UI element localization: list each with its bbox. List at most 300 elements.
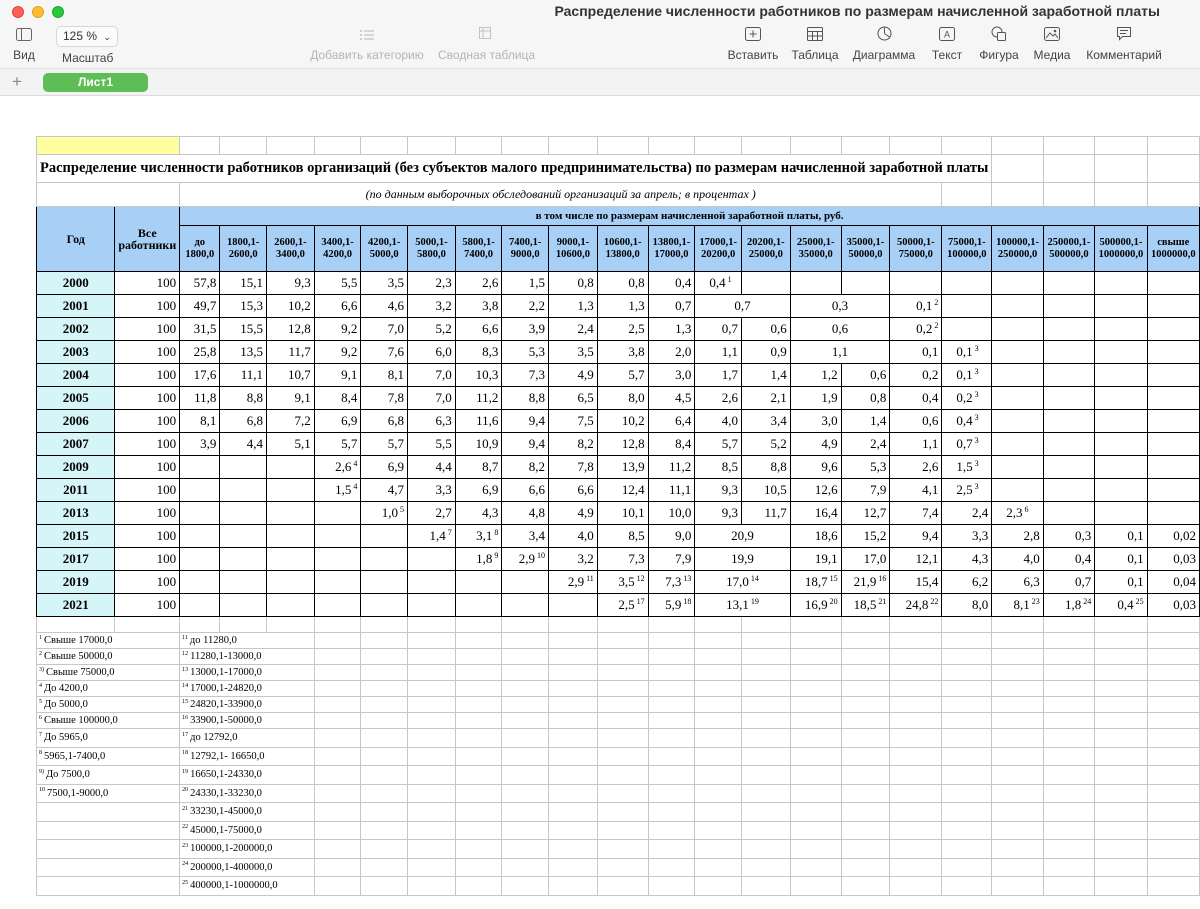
sheet-cell[interactable] bbox=[648, 747, 695, 766]
sheet-cell[interactable] bbox=[648, 877, 695, 896]
sheet-cell[interactable] bbox=[695, 729, 742, 748]
value-cell[interactable] bbox=[361, 295, 408, 318]
sheet-cell[interactable] bbox=[408, 821, 456, 840]
sheet-cell[interactable] bbox=[1095, 784, 1147, 803]
value-cell[interactable] bbox=[890, 364, 942, 387]
text-button[interactable]: A Текст bbox=[928, 26, 966, 62]
value-cell[interactable] bbox=[648, 364, 695, 387]
value-cell[interactable] bbox=[1043, 571, 1094, 594]
value-cell[interactable] bbox=[695, 594, 790, 617]
value-cell[interactable] bbox=[180, 456, 220, 479]
sheet-cell[interactable] bbox=[890, 729, 942, 748]
sheet-cell[interactable] bbox=[942, 877, 992, 896]
sheet-cell[interactable] bbox=[741, 713, 790, 729]
sheet-cell[interactable] bbox=[314, 821, 361, 840]
sheet-cell[interactable] bbox=[648, 729, 695, 748]
value-cell[interactable] bbox=[267, 433, 315, 456]
footnote-left[interactable] bbox=[37, 784, 180, 803]
value-cell[interactable] bbox=[1043, 341, 1094, 364]
value-cell[interactable] bbox=[220, 571, 267, 594]
value-cell[interactable] bbox=[408, 387, 456, 410]
sheet-cell[interactable] bbox=[1043, 697, 1094, 713]
value-cell[interactable] bbox=[942, 548, 992, 571]
sheet-cell[interactable] bbox=[741, 649, 790, 665]
sheet-cell[interactable] bbox=[502, 713, 549, 729]
sheet-cell[interactable] bbox=[942, 766, 992, 785]
value-cell[interactable] bbox=[1043, 594, 1094, 617]
header-wage-band[interactable]: 3400,1-4200,0 bbox=[314, 226, 361, 272]
document-subtitle[interactable]: (по данным выборочных обследований организаций за апрель; в процентах ) bbox=[180, 183, 942, 207]
value-cell[interactable] bbox=[549, 318, 598, 341]
sheet-cell[interactable] bbox=[455, 747, 502, 766]
sheet-cell[interactable] bbox=[695, 665, 742, 681]
header-wage-band[interactable]: 100000,1-250000,0 bbox=[992, 226, 1043, 272]
value-cell[interactable] bbox=[890, 548, 942, 571]
value-cell[interactable] bbox=[695, 479, 742, 502]
value-cell[interactable] bbox=[597, 433, 648, 456]
sheet-cell[interactable] bbox=[790, 137, 841, 155]
total-cell[interactable]: 100 bbox=[115, 548, 180, 571]
sheet-cell[interactable] bbox=[942, 697, 992, 713]
shape-button[interactable]: Фигура bbox=[976, 26, 1022, 62]
sheet-cell[interactable] bbox=[790, 858, 841, 877]
value-cell[interactable] bbox=[267, 594, 315, 617]
sheet-cell[interactable] bbox=[942, 137, 992, 155]
value-cell[interactable] bbox=[841, 502, 890, 525]
sheet-cell[interactable] bbox=[648, 858, 695, 877]
value-cell[interactable] bbox=[267, 502, 315, 525]
close-window-button[interactable] bbox=[12, 6, 24, 18]
value-cell[interactable] bbox=[502, 341, 549, 364]
value-cell[interactable] bbox=[695, 341, 742, 364]
sheet-cell[interactable] bbox=[1095, 649, 1147, 665]
value-cell[interactable] bbox=[790, 502, 841, 525]
sheet-cell[interactable] bbox=[1095, 155, 1147, 183]
sheet-cell[interactable] bbox=[361, 747, 408, 766]
value-cell[interactable] bbox=[890, 502, 942, 525]
value-cell[interactable] bbox=[1043, 295, 1094, 318]
value-cell[interactable] bbox=[841, 387, 890, 410]
sheet-cell[interactable] bbox=[408, 766, 456, 785]
value-cell[interactable] bbox=[942, 387, 992, 410]
sheet-cell[interactable] bbox=[1147, 803, 1199, 822]
header-wage-band[interactable]: 5000,1-5800,0 bbox=[408, 226, 456, 272]
sheet-cell[interactable] bbox=[455, 803, 502, 822]
value-cell[interactable] bbox=[361, 502, 408, 525]
sheet-cell[interactable] bbox=[1095, 617, 1147, 633]
header-wage-band[interactable]: 25000,1-35000,0 bbox=[790, 226, 841, 272]
sheet-cell[interactable] bbox=[841, 784, 890, 803]
value-cell[interactable] bbox=[1043, 456, 1094, 479]
sheet-cell[interactable] bbox=[841, 697, 890, 713]
value-cell[interactable] bbox=[695, 272, 742, 295]
sheet-cell[interactable] bbox=[741, 784, 790, 803]
value-cell[interactable] bbox=[408, 502, 456, 525]
value-cell[interactable] bbox=[361, 387, 408, 410]
value-cell[interactable] bbox=[267, 387, 315, 410]
value-cell[interactable] bbox=[314, 433, 361, 456]
value-cell[interactable] bbox=[648, 502, 695, 525]
value-cell[interactable] bbox=[455, 387, 502, 410]
sheet-cell[interactable] bbox=[841, 617, 890, 633]
sheet-cell[interactable] bbox=[408, 137, 456, 155]
sheet-cell[interactable] bbox=[841, 713, 890, 729]
sheet-cell[interactable] bbox=[741, 803, 790, 822]
sheet-cell[interactable] bbox=[37, 617, 115, 633]
sheet-cell[interactable] bbox=[790, 617, 841, 633]
sheet-cell[interactable] bbox=[597, 803, 648, 822]
sheet-cell[interactable] bbox=[890, 877, 942, 896]
value-cell[interactable] bbox=[597, 525, 648, 548]
value-cell[interactable] bbox=[220, 456, 267, 479]
value-cell[interactable] bbox=[549, 594, 598, 617]
value-cell[interactable] bbox=[597, 341, 648, 364]
sheet-cell[interactable] bbox=[942, 713, 992, 729]
value-cell[interactable] bbox=[1095, 364, 1147, 387]
sheet-cell[interactable] bbox=[648, 617, 695, 633]
sheet-cell[interactable] bbox=[597, 840, 648, 859]
value-cell[interactable] bbox=[220, 295, 267, 318]
sheet-cell[interactable] bbox=[455, 766, 502, 785]
value-cell[interactable] bbox=[1095, 410, 1147, 433]
sheet-cell[interactable] bbox=[1147, 858, 1199, 877]
sheet-cell[interactable] bbox=[455, 697, 502, 713]
sheet-cell[interactable] bbox=[790, 821, 841, 840]
sheet-cell[interactable] bbox=[890, 840, 942, 859]
value-cell[interactable] bbox=[841, 410, 890, 433]
sheet-cell[interactable] bbox=[502, 840, 549, 859]
year-cell[interactable]: 2000 bbox=[37, 272, 115, 295]
zoom-window-button[interactable] bbox=[52, 6, 64, 18]
minimize-window-button[interactable] bbox=[32, 6, 44, 18]
sheet-cell[interactable] bbox=[1147, 681, 1199, 697]
sheet-cell[interactable] bbox=[1095, 183, 1147, 207]
value-cell[interactable] bbox=[314, 502, 361, 525]
sheet-cell[interactable] bbox=[180, 137, 220, 155]
sheet-cell[interactable] bbox=[1095, 137, 1147, 155]
value-cell[interactable] bbox=[992, 387, 1043, 410]
value-cell[interactable] bbox=[549, 364, 598, 387]
value-cell[interactable] bbox=[841, 272, 890, 295]
value-cell[interactable] bbox=[597, 571, 648, 594]
header-wage-band[interactable]: 17000,1-20200,0 bbox=[695, 226, 742, 272]
value-cell[interactable] bbox=[1095, 341, 1147, 364]
sheet-cell[interactable] bbox=[1043, 877, 1094, 896]
value-cell[interactable] bbox=[220, 364, 267, 387]
value-cell[interactable] bbox=[180, 479, 220, 502]
sheet-cell[interactable] bbox=[549, 633, 598, 649]
sheet-cell[interactable] bbox=[890, 649, 942, 665]
sheet-cell[interactable] bbox=[741, 617, 790, 633]
sheet-cell[interactable] bbox=[648, 784, 695, 803]
value-cell[interactable] bbox=[502, 571, 549, 594]
value-cell[interactable] bbox=[890, 433, 942, 456]
value-cell[interactable] bbox=[597, 594, 648, 617]
value-cell[interactable] bbox=[992, 364, 1043, 387]
sheet-cell[interactable] bbox=[314, 877, 361, 896]
sheet-cell[interactable] bbox=[841, 729, 890, 748]
value-cell[interactable] bbox=[942, 502, 992, 525]
value-cell[interactable] bbox=[597, 410, 648, 433]
value-cell[interactable] bbox=[502, 502, 549, 525]
sheet-cell[interactable] bbox=[695, 821, 742, 840]
sheet-cell[interactable] bbox=[1147, 821, 1199, 840]
sheet-cell[interactable] bbox=[648, 766, 695, 785]
value-cell[interactable] bbox=[695, 548, 790, 571]
value-cell[interactable] bbox=[695, 410, 742, 433]
value-cell[interactable] bbox=[549, 548, 598, 571]
sheet-cell[interactable] bbox=[502, 681, 549, 697]
sheet-cell[interactable] bbox=[992, 183, 1043, 207]
sheet-cell[interactable] bbox=[890, 747, 942, 766]
value-cell[interactable] bbox=[549, 410, 598, 433]
sheet-cell[interactable] bbox=[1043, 803, 1094, 822]
sheet-cell[interactable] bbox=[597, 697, 648, 713]
sheet-cell[interactable] bbox=[314, 681, 361, 697]
table-button[interactable]: Таблица bbox=[790, 26, 840, 62]
sheet-cell[interactable] bbox=[502, 821, 549, 840]
header-wage-band[interactable]: 4200,1-5000,0 bbox=[361, 226, 408, 272]
footnote-left[interactable] bbox=[37, 681, 180, 697]
value-cell[interactable] bbox=[695, 502, 742, 525]
sheet-cell[interactable] bbox=[1043, 747, 1094, 766]
value-cell[interactable] bbox=[361, 525, 408, 548]
sheet-cell[interactable] bbox=[695, 784, 742, 803]
total-cell[interactable]: 100 bbox=[115, 341, 180, 364]
sheet-cell[interactable] bbox=[741, 633, 790, 649]
value-cell[interactable] bbox=[220, 387, 267, 410]
sheet-cell[interactable] bbox=[549, 713, 598, 729]
sheet-cell[interactable] bbox=[1147, 137, 1199, 155]
value-cell[interactable] bbox=[1147, 272, 1199, 295]
sheet-cell[interactable] bbox=[1147, 155, 1199, 183]
sheet-cell[interactable] bbox=[890, 697, 942, 713]
sheet-cell[interactable] bbox=[361, 617, 408, 633]
sheet-cell[interactable] bbox=[361, 729, 408, 748]
sheet-cell[interactable] bbox=[502, 665, 549, 681]
header-wage-band[interactable]: 1800,1-2600,0 bbox=[220, 226, 267, 272]
value-cell[interactable] bbox=[455, 364, 502, 387]
value-cell[interactable] bbox=[314, 410, 361, 433]
sheet-cell[interactable] bbox=[597, 665, 648, 681]
value-cell[interactable] bbox=[695, 571, 790, 594]
sheet-cell[interactable] bbox=[890, 617, 942, 633]
value-cell[interactable] bbox=[890, 456, 942, 479]
sheet-cell[interactable] bbox=[648, 840, 695, 859]
sheet-cell[interactable] bbox=[361, 803, 408, 822]
footnote-right[interactable] bbox=[180, 803, 315, 822]
sheet-cell[interactable] bbox=[1147, 784, 1199, 803]
year-cell[interactable]: 2011 bbox=[37, 479, 115, 502]
header-wage-group[interactable]: в том числе по размерам начисленной заработной платы, руб. bbox=[180, 207, 1200, 226]
sheet-cell[interactable] bbox=[790, 713, 841, 729]
sheet-cell[interactable] bbox=[502, 877, 549, 896]
value-cell[interactable] bbox=[841, 525, 890, 548]
year-cell[interactable]: 2006 bbox=[37, 410, 115, 433]
header-all-workers[interactable]: Все работники bbox=[115, 207, 180, 272]
sheet-cell[interactable] bbox=[841, 877, 890, 896]
sheet-cell[interactable] bbox=[455, 649, 502, 665]
sheet-cell[interactable] bbox=[1095, 697, 1147, 713]
sheet-cell[interactable] bbox=[361, 877, 408, 896]
value-cell[interactable] bbox=[455, 272, 502, 295]
value-cell[interactable] bbox=[1095, 295, 1147, 318]
sheet-cell[interactable] bbox=[455, 665, 502, 681]
value-cell[interactable] bbox=[1147, 341, 1199, 364]
header-year[interactable]: Год bbox=[37, 207, 115, 272]
header-wage-band[interactable]: 35000,1-50000,0 bbox=[841, 226, 890, 272]
sheet-cell[interactable] bbox=[942, 784, 992, 803]
value-cell[interactable] bbox=[220, 410, 267, 433]
sheet-cell[interactable] bbox=[942, 649, 992, 665]
value-cell[interactable] bbox=[648, 456, 695, 479]
sheet-cell[interactable] bbox=[1043, 649, 1094, 665]
value-cell[interactable] bbox=[1147, 433, 1199, 456]
value-cell[interactable] bbox=[180, 318, 220, 341]
value-cell[interactable] bbox=[455, 502, 502, 525]
sheet-cell[interactable] bbox=[992, 155, 1043, 183]
sheet-cell[interactable] bbox=[890, 784, 942, 803]
sheet-cell[interactable] bbox=[992, 747, 1043, 766]
value-cell[interactable] bbox=[790, 548, 841, 571]
sheet-cell[interactable] bbox=[597, 713, 648, 729]
value-cell[interactable] bbox=[890, 318, 942, 341]
value-cell[interactable] bbox=[695, 433, 742, 456]
sheet-cell[interactable] bbox=[597, 877, 648, 896]
value-cell[interactable] bbox=[549, 456, 598, 479]
sheet-cell[interactable] bbox=[1043, 766, 1094, 785]
value-cell[interactable] bbox=[220, 594, 267, 617]
sheet-cell[interactable] bbox=[992, 137, 1043, 155]
footnote-left[interactable] bbox=[37, 665, 180, 681]
value-cell[interactable] bbox=[841, 548, 890, 571]
value-cell[interactable] bbox=[841, 479, 890, 502]
sheet-cell[interactable] bbox=[549, 697, 598, 713]
sheet-cell[interactable] bbox=[695, 747, 742, 766]
sheet-cell[interactable] bbox=[695, 840, 742, 859]
sheet-cell[interactable] bbox=[549, 137, 598, 155]
sheet-cell[interactable] bbox=[890, 633, 942, 649]
sheet-cell[interactable] bbox=[992, 681, 1043, 697]
value-cell[interactable] bbox=[890, 525, 942, 548]
sheet-cell[interactable] bbox=[549, 821, 598, 840]
year-cell[interactable]: 2021 bbox=[37, 594, 115, 617]
media-button[interactable]: Медиа bbox=[1031, 26, 1073, 62]
sheet-cell[interactable] bbox=[1043, 665, 1094, 681]
value-cell[interactable] bbox=[502, 525, 549, 548]
value-cell[interactable] bbox=[455, 525, 502, 548]
highlighted-cell[interactable] bbox=[37, 137, 180, 155]
value-cell[interactable] bbox=[267, 571, 315, 594]
value-cell[interactable] bbox=[790, 571, 841, 594]
value-cell[interactable] bbox=[790, 387, 841, 410]
value-cell[interactable] bbox=[942, 479, 992, 502]
value-cell[interactable] bbox=[942, 295, 992, 318]
document-title[interactable]: Распределение численности работников организаций (без субъектов малого предпринимательства) по размерам начисленной заработной платы bbox=[37, 155, 992, 183]
footnote-right[interactable] bbox=[180, 713, 315, 729]
value-cell[interactable] bbox=[408, 295, 456, 318]
footnote-left[interactable] bbox=[37, 649, 180, 665]
sheet-cell[interactable] bbox=[942, 665, 992, 681]
sheet-cell[interactable] bbox=[695, 617, 742, 633]
value-cell[interactable] bbox=[1095, 433, 1147, 456]
sheet-cell[interactable] bbox=[695, 803, 742, 822]
total-cell[interactable]: 100 bbox=[115, 295, 180, 318]
sheet-cell[interactable] bbox=[992, 858, 1043, 877]
sheet-cell[interactable] bbox=[267, 617, 315, 633]
value-cell[interactable] bbox=[180, 594, 220, 617]
value-cell[interactable] bbox=[180, 502, 220, 525]
sheet-cell[interactable] bbox=[790, 877, 841, 896]
value-cell[interactable] bbox=[408, 364, 456, 387]
sheet-cell[interactable] bbox=[408, 681, 456, 697]
value-cell[interactable] bbox=[648, 341, 695, 364]
value-cell[interactable] bbox=[992, 548, 1043, 571]
value-cell[interactable] bbox=[992, 295, 1043, 318]
sheet-cell[interactable] bbox=[455, 729, 502, 748]
sheet-cell[interactable] bbox=[549, 784, 598, 803]
value-cell[interactable] bbox=[992, 410, 1043, 433]
value-cell[interactable] bbox=[942, 410, 992, 433]
sheet-cell[interactable] bbox=[408, 633, 456, 649]
value-cell[interactable] bbox=[267, 272, 315, 295]
value-cell[interactable] bbox=[1043, 479, 1094, 502]
footnote-right[interactable] bbox=[180, 747, 315, 766]
value-cell[interactable] bbox=[455, 341, 502, 364]
value-cell[interactable] bbox=[549, 525, 598, 548]
sheet-cell[interactable] bbox=[1043, 840, 1094, 859]
footnote-right[interactable] bbox=[180, 729, 315, 748]
sheet-cell[interactable] bbox=[942, 840, 992, 859]
value-cell[interactable] bbox=[314, 295, 361, 318]
sheet-cell[interactable] bbox=[1095, 840, 1147, 859]
sheet-cell[interactable] bbox=[597, 784, 648, 803]
value-cell[interactable] bbox=[597, 456, 648, 479]
footnote-left[interactable] bbox=[37, 747, 180, 766]
value-cell[interactable] bbox=[549, 295, 598, 318]
year-cell[interactable]: 2015 bbox=[37, 525, 115, 548]
sheet-cell[interactable] bbox=[1095, 821, 1147, 840]
sheet-cell[interactable] bbox=[741, 766, 790, 785]
sheet-cell[interactable] bbox=[502, 633, 549, 649]
value-cell[interactable] bbox=[408, 410, 456, 433]
sheet-cell[interactable] bbox=[502, 858, 549, 877]
year-cell[interactable]: 2017 bbox=[37, 548, 115, 571]
value-cell[interactable] bbox=[314, 548, 361, 571]
value-cell[interactable] bbox=[180, 387, 220, 410]
sheet-cell[interactable] bbox=[790, 784, 841, 803]
value-cell[interactable] bbox=[841, 571, 890, 594]
sheet-cell[interactable] bbox=[841, 665, 890, 681]
sheet-cell[interactable] bbox=[790, 840, 841, 859]
sheet-cell[interactable] bbox=[314, 697, 361, 713]
year-cell[interactable]: 2009 bbox=[37, 456, 115, 479]
sheet-cell[interactable] bbox=[314, 713, 361, 729]
value-cell[interactable] bbox=[314, 341, 361, 364]
value-cell[interactable] bbox=[408, 433, 456, 456]
sheet-cell[interactable] bbox=[741, 821, 790, 840]
sheet-cell[interactable] bbox=[314, 803, 361, 822]
total-cell[interactable]: 100 bbox=[115, 318, 180, 341]
sheet-cell[interactable] bbox=[942, 729, 992, 748]
sheet-cell[interactable] bbox=[455, 858, 502, 877]
sheet-cell[interactable] bbox=[455, 821, 502, 840]
footnote-right[interactable] bbox=[180, 821, 315, 840]
value-cell[interactable] bbox=[220, 525, 267, 548]
value-cell[interactable] bbox=[790, 594, 841, 617]
sheet-cell[interactable] bbox=[648, 713, 695, 729]
header-wage-band[interactable]: 7400,1-9000,0 bbox=[502, 226, 549, 272]
